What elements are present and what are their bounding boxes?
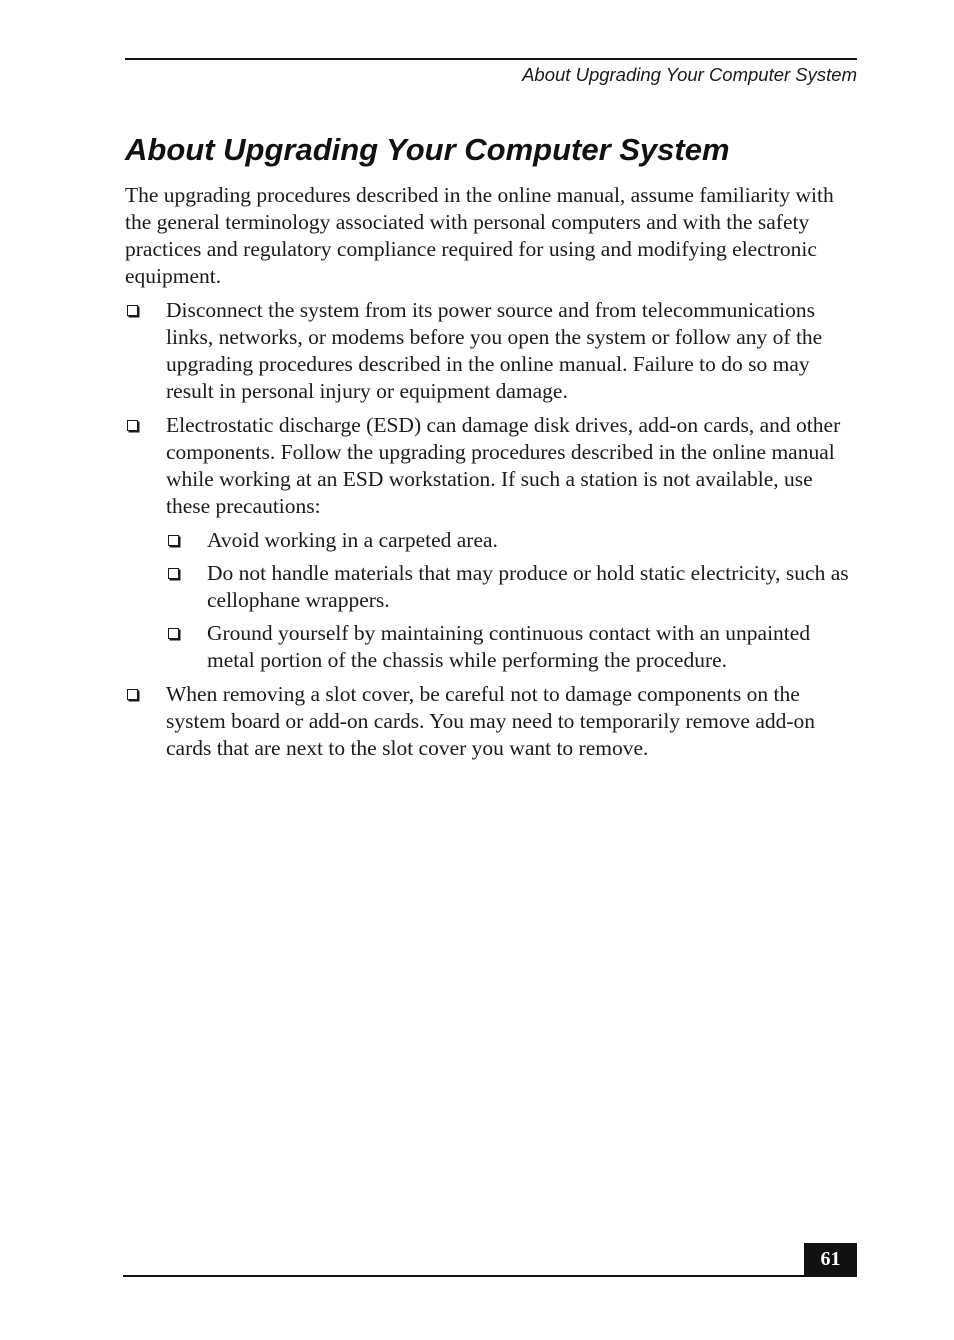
precautions-list — [125, 297, 857, 762]
list-item-text: Electrostatic discharge (ESD) can damage disk drives, add-on cards, and other components. Follow the upgrading procedures described in the online manual while working at an ESD workstation. If such a station is not available, use these precautions: — [166, 413, 841, 518]
checkbox-icon — [168, 535, 179, 546]
list-item — [166, 620, 857, 674]
list-item-text: Avoid working in a carpeted area. — [207, 528, 498, 552]
list-item — [125, 681, 857, 762]
checkbox-icon — [127, 305, 138, 316]
page-number: 61 — [804, 1243, 857, 1276]
running-header: About Upgrading Your Computer System — [522, 64, 857, 85]
intro-paragraph: The upgrading procedures described in the online manual, assume familiarity with the general terminology associated with personal computers and with the safety practices and regulatory compliance required for using and modifying electronic equipment. — [125, 183, 834, 288]
list-item-text: Do not handle materials that may produce or hold static electricity, such as cellophane wrappers. — [207, 561, 849, 612]
main-content — [125, 182, 857, 769]
checkbox-icon — [127, 420, 138, 431]
list-item — [125, 297, 857, 405]
esd-precautions-sublist — [166, 527, 857, 674]
header-rule — [125, 58, 857, 60]
list-item-text: Ground yourself by maintaining continuous contact with an unpainted metal portion of the chassis while performing the procedure. — [207, 621, 811, 672]
checkbox-icon — [168, 628, 179, 639]
checkbox-icon — [168, 568, 179, 579]
checkbox-icon — [127, 689, 138, 700]
list-item — [166, 560, 857, 614]
list-item-text: Disconnect the system from its power source and from telecommunications links, networks, or modems before you open the system or follow any of the upgrading procedures described in the online manual. Failure to do so may result in personal injury or equipment damage. — [166, 298, 823, 403]
list-item-text: When removing a slot cover, be careful not to damage components on the system board or add-on cards. You may need to temporarily remove add-on cards that are next to the slot cover you want to remove. — [166, 682, 816, 760]
footer-rule — [123, 1275, 857, 1277]
list-item — [125, 412, 857, 674]
list-item — [166, 527, 857, 554]
page-title: About Upgrading Your Computer System — [125, 132, 730, 167]
